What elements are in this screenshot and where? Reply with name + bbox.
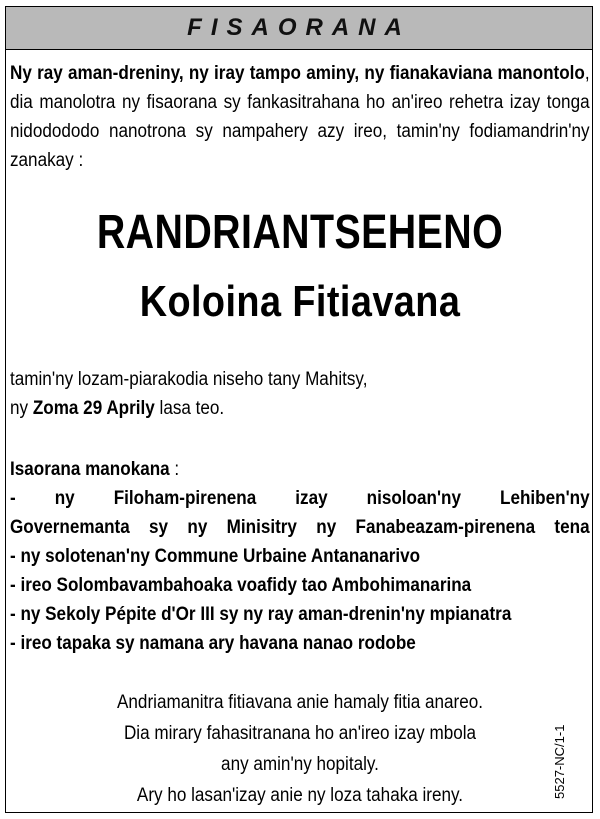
thanks-item: Governemanta sy ny Minisitry ny Fanabeazam-pirenena tena bbox=[10, 517, 590, 538]
thanks-item: - ny Filoham-pirenena izay nisoloan'ny Lehiben'ny bbox=[10, 488, 590, 509]
intro-family: Ny ray aman-dreniny, ny iray tampo aminy, ny fianakaviana manontolo bbox=[10, 63, 585, 84]
closing-prayer bbox=[35, 687, 564, 811]
deceased-surname: RANDRIANTSEHENO bbox=[96, 206, 504, 259]
notice-title: FISAORANA bbox=[187, 14, 411, 41]
reference-code: 5527-NC/1-1 bbox=[552, 724, 567, 799]
notice-header bbox=[6, 7, 592, 50]
thanks-item: - ireo Solombavambahoaka voafidy tao Ambohimanarina bbox=[10, 575, 472, 596]
death-date: Zoma 29 Aprily bbox=[32, 398, 155, 419]
special-thanks-colon: : bbox=[169, 459, 180, 480]
special-thanks-heading: Isaorana manokana bbox=[10, 459, 170, 480]
death-date-suffix: lasa teo. bbox=[154, 398, 225, 419]
intro-paragraph bbox=[10, 59, 590, 175]
thanks-item: - ny solotenan'ny Commune Urbaine Antananarivo bbox=[10, 546, 421, 567]
thanks-item: - ny Sekoly Pépite d'Or III sy ny ray aman-drenin'ny mpianatra bbox=[10, 604, 512, 625]
intro-text bbox=[10, 59, 590, 175]
deceased-given-names: Koloina Fitiavana bbox=[139, 277, 461, 326]
special-thanks bbox=[10, 455, 590, 658]
notice-frame bbox=[5, 6, 593, 813]
death-date-line bbox=[10, 394, 367, 423]
intro-message: , dia manolotra ny fisaorana sy fankasitrahana ho an'ireo rehetra izay tonga nidodododo nanotrona sy nampahery azy ireo, tamin'ny fodiamandrin'ny zanakay : bbox=[10, 63, 590, 171]
closing-line: any amin'ny hopitaly. bbox=[221, 754, 379, 775]
closing-line: Dia mirary fahasitranana ho an'ireo izay mbola bbox=[123, 723, 477, 744]
thanks-item: - ireo tapaka sy namana ary havana nanao rodobe bbox=[10, 633, 416, 654]
death-details bbox=[10, 365, 367, 423]
special-thanks-heading-line bbox=[10, 455, 590, 484]
death-location: tamin'ny lozam-piarakodia niseho tany Mahitsy, bbox=[10, 369, 368, 390]
death-date-prefix: ny bbox=[10, 398, 33, 419]
closing-line: Ary ho lasan'izay anie ny loza tahaka ireny. bbox=[136, 785, 464, 806]
closing-line: Andriamanitra fitiavana anie hamaly fitia anareo. bbox=[117, 692, 483, 713]
